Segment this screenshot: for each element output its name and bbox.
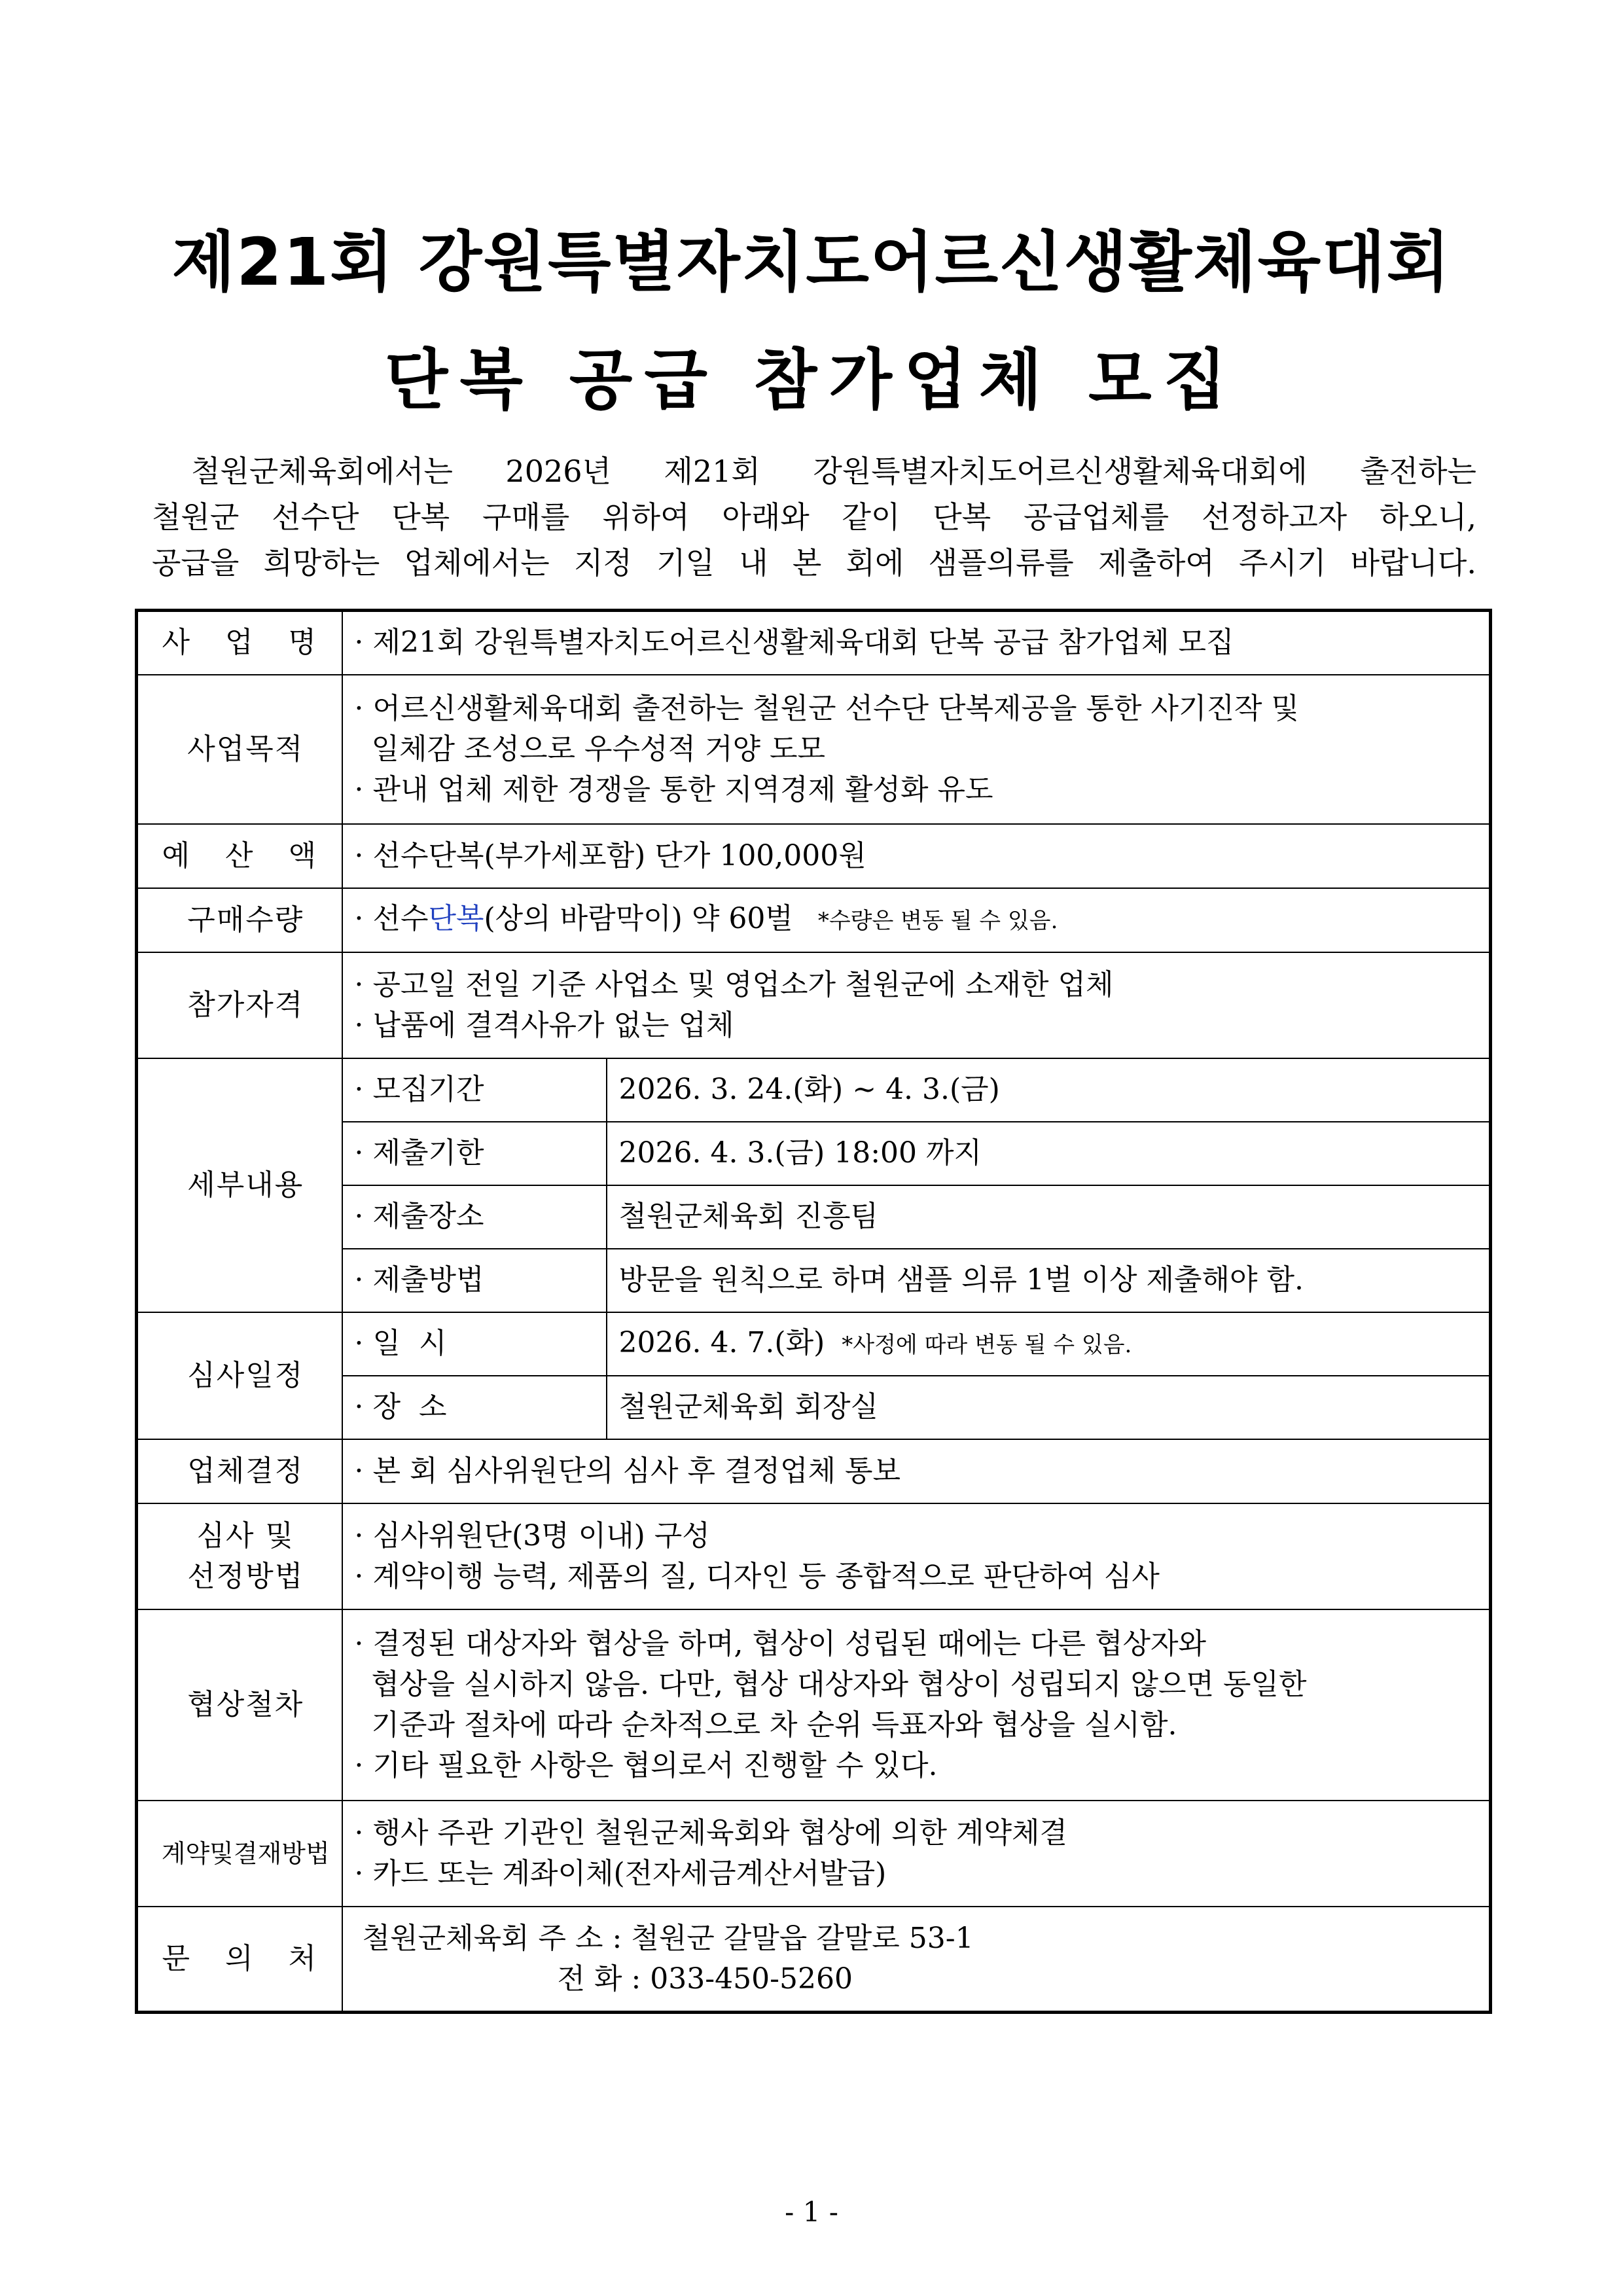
highlight-uniform: 단복 (428, 902, 484, 935)
review-note: *사정에 따라 변동 될 수 있음. (842, 1331, 1132, 1358)
row-review-1 (137, 1312, 1491, 1376)
label-qualification: 참가자격 (137, 952, 342, 1058)
review-key-2: · 장 소 (342, 1376, 607, 1439)
value-selection: · 심사위원단(3명 이내) 구성 · 계약이행 능력, 제품의 질, 디자인 등 종합적으로 판단하여 심사 (342, 1503, 1491, 1609)
row-decision (137, 1439, 1491, 1503)
label-inquiry: 문 의 처 (137, 1907, 342, 2013)
row-details-1 (137, 1058, 1491, 1122)
label-details: 세부내용 (137, 1058, 342, 1312)
intro-paragraph (152, 448, 1476, 586)
row-contract (137, 1801, 1491, 1907)
details-key-1: · 모집기간 (342, 1058, 607, 1122)
label-negotiation: 협상철차 (137, 1609, 342, 1801)
document-title-line2: 단복 공급 참가업체 모집 (384, 342, 1239, 418)
details-value-3: 철원군체육회 진흥팀 (607, 1185, 1491, 1249)
label-review-schedule: 심사일정 (137, 1312, 342, 1439)
label-project-name: 사 업 명 (137, 611, 342, 675)
value-purpose: · 어르신생활체육대회 출전하는 철원군 선수단 단복제공을 통한 사기진작 및 일체감 조성으로 우수성적 거양 도모 · 관내 업체 제한 경쟁을 통한 지역경제 활성화 유도 (342, 675, 1491, 824)
value-inquiry (342, 1907, 1491, 2013)
document-title-line1: 제21회 강원특별자치도어르신생활체육대회 (171, 224, 1452, 300)
inquiry-address: 철원군체육회 주 소 : 철원군 갈말읍 갈말로 53-1 (362, 1921, 974, 1955)
intro-line-3: 공급을 희망하는 업체에서는 지정 기일 내 본 회에 샘플의류를 제출하여 주시기 바랍니다. (152, 545, 1476, 581)
page-number: - 1 - (785, 2196, 838, 2228)
review-key-1: · 일 시 (342, 1312, 607, 1376)
label-decision: 업체결정 (137, 1439, 342, 1503)
row-project-name (137, 611, 1491, 675)
value-decision: · 본 회 심사위원단의 심사 후 결정업체 통보 (342, 1439, 1491, 1503)
row-qualification (137, 952, 1491, 1058)
row-selection (137, 1503, 1491, 1609)
details-key-4: · 제출방법 (342, 1249, 607, 1312)
value-quantity: · 선수단복(상의 바람막이) 약 60벌 *수량은 변동 될 수 있음. (342, 888, 1491, 952)
value-project-name: · 제21회 강원특별자치도어르신생활체육대회 단복 공급 참가업체 모집 (342, 611, 1491, 675)
row-quantity (137, 888, 1491, 952)
review-value-2: 철원군체육회 회장실 (607, 1376, 1491, 1439)
details-key-2: · 제출기한 (342, 1122, 607, 1185)
value-budget: · 선수단복(부가세포함) 단가 100,000원 (342, 824, 1491, 888)
intro-line-1: 철원군체육회에서는 2026년 제21회 강원특별자치도어르신생활체육대회에 출전하는 (191, 454, 1476, 489)
value-negotiation: · 결정된 대상자와 협상을 하며, 협상이 성립된 때에는 다른 협상자와 협상을 실시하지 않음. 다만, 협상 대상자와 협상이 성립되지 않으면 동일한 기준과 절차에 따라 순차적으로 차 순위 득표자와 협상을 실시함. · 기타 필요한 사항은 협의로서 진행할 수 있다. (342, 1609, 1491, 1801)
label-selection: 심사 및 선정방법 (137, 1503, 342, 1609)
notice-table (135, 609, 1492, 2014)
details-value-4: 방문을 원칙으로 하며 샘플 의류 1벌 이상 제출해야 함. (607, 1249, 1491, 1312)
label-budget: 예 산 액 (137, 824, 342, 888)
quantity-note: *수량은 변동 될 수 있음. (817, 908, 1058, 934)
label-purpose: 사업목적 (137, 675, 342, 824)
label-quantity: 구매수량 (137, 888, 342, 952)
row-inquiry (137, 1907, 1491, 2013)
row-purpose (137, 675, 1491, 824)
value-qualification: · 공고일 전일 기준 사업소 및 영업소가 철원군에 소재한 업체 · 납품에 결격사유가 없는 업체 (342, 952, 1491, 1058)
label-contract: 계약및결재방법 (137, 1801, 342, 1907)
intro-line-2: 철원군 선수단 단복 구매를 위하여 아래와 같이 단복 공급업체를 선정하고자 하오니, (152, 499, 1476, 535)
details-key-3: · 제출장소 (342, 1185, 607, 1249)
row-budget (137, 824, 1491, 888)
details-value-1: 2026. 3. 24.(화) ~ 4. 3.(금) (607, 1058, 1491, 1122)
row-negotiation (137, 1609, 1491, 1801)
inquiry-phone: 전 화 : 033-450-5260 (557, 1962, 853, 1996)
value-contract: · 행사 주관 기관인 철원군체육회와 협상에 의한 계약체결 · 카드 또는 계좌이체(전자세금계산서발급) (342, 1801, 1491, 1907)
review-value-1: 2026. 4. 7.(화) *사정에 따라 변동 될 수 있음. (607, 1312, 1491, 1376)
details-value-2: 2026. 4. 3.(금) 18:00 까지 (607, 1122, 1491, 1185)
